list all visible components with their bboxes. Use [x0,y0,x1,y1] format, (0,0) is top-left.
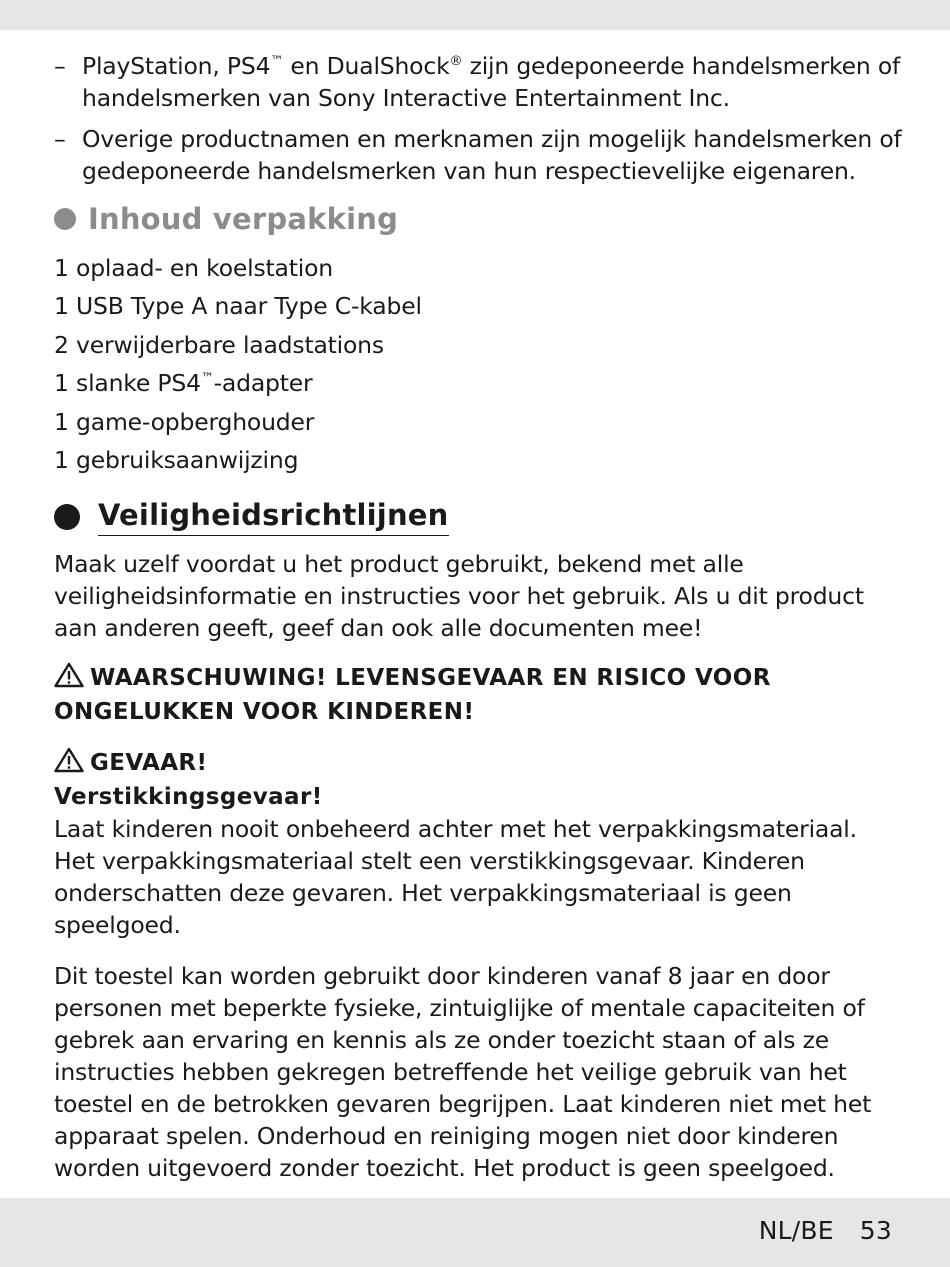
dash-marker: – [54,52,66,80]
list-item: 1 slanke PS4™-adapter [54,369,313,398]
trademark-note-text: PlayStation, PS4™ en DualShock® zijn gedeponeerde handelsmerken of handelsmerken van Sony Interactive Entertainment Inc. [82,52,901,112]
dash-marker: – [54,125,66,153]
list-item: 2 verwijderbare laadstations [54,330,384,359]
warning-triangle-icon [54,662,84,697]
package-contents-heading [54,201,904,237]
package-contents-title: Inhoud verpakking [88,202,399,236]
footer [759,1216,892,1245]
trademark-notes [54,50,904,187]
list-item: 1 game-opberghouder [54,407,315,436]
warning-triangle-icon [54,747,84,782]
trademark-note-text: Overige productnamen en merknamen zijn mogelijk handelsmerken of gedeponeerde handelsmerken van hun respectievelijke eigenaren. [82,125,902,185]
footer-band [0,1198,950,1267]
warning-block [54,662,904,728]
page-number: 53 [859,1216,892,1245]
children-safety-text: Dit toestel kan worden gebruikt door kinderen vanaf 8 jaar en door personen met beperkte fysieke, zintuiglijke of mentale capaciteiten of gebrek aan ervaring en kennis als ze onder toezicht staan of als ze instructies hebben gekregen betreffende het veilige gebruik van het toestel en de betrokken gevaren begrijpen. Laat kinderen niet met het apparaat spelen. Onderhoud en reiniging mogen niet door kinderen worden uitgevoerd zonder toezicht. Het product is geen speelgoed. [54,962,872,1183]
safety-intro: Maak uzelf voordat u het product gebruikt, bekend met alle veiligheidsinformatie en instructies voor het gebruik. Als u dit product aan anderen geeft, geef dan ook alle documenten mee! [54,550,864,643]
safety-heading [54,497,904,536]
danger-label: GEVAAR! [90,750,208,777]
top-band [0,0,950,30]
list-item: 1 gebruiksaanwijzing [54,446,299,475]
bullet-dot-icon [54,208,76,230]
footer-language: NL/BE [758,1216,834,1245]
bullet-dot-icon [54,504,80,530]
warning-text: WAARSCHUWING! LEVENSGEVAAR EN RISICO VOOR ONGELUKKEN VOOR KINDEREN! [54,665,771,726]
danger-subtitle: Verstikkingsgevaar! [54,784,323,811]
danger-label-line [54,747,904,782]
list-item: 1 oplaad- en koelstation [54,254,333,282]
trademark-note [54,50,904,114]
package-contents-list [54,249,904,479]
safety-title: Veiligheidsrichtlijnen [98,497,449,536]
trademark-note [54,123,904,187]
danger-text: Laat kinderen nooit onbeheerd achter met het verpakkingsmateriaal. Het verpakkingsmateriaal stelt een verstikkingsgevaar. Kinderen onderschatten deze gevaren. Het verpakkingsmateriaal is geen speelgoed. [54,815,857,940]
list-item: 1 USB Type A naar Type C-kabel [54,292,422,321]
page-content [54,50,904,1184]
